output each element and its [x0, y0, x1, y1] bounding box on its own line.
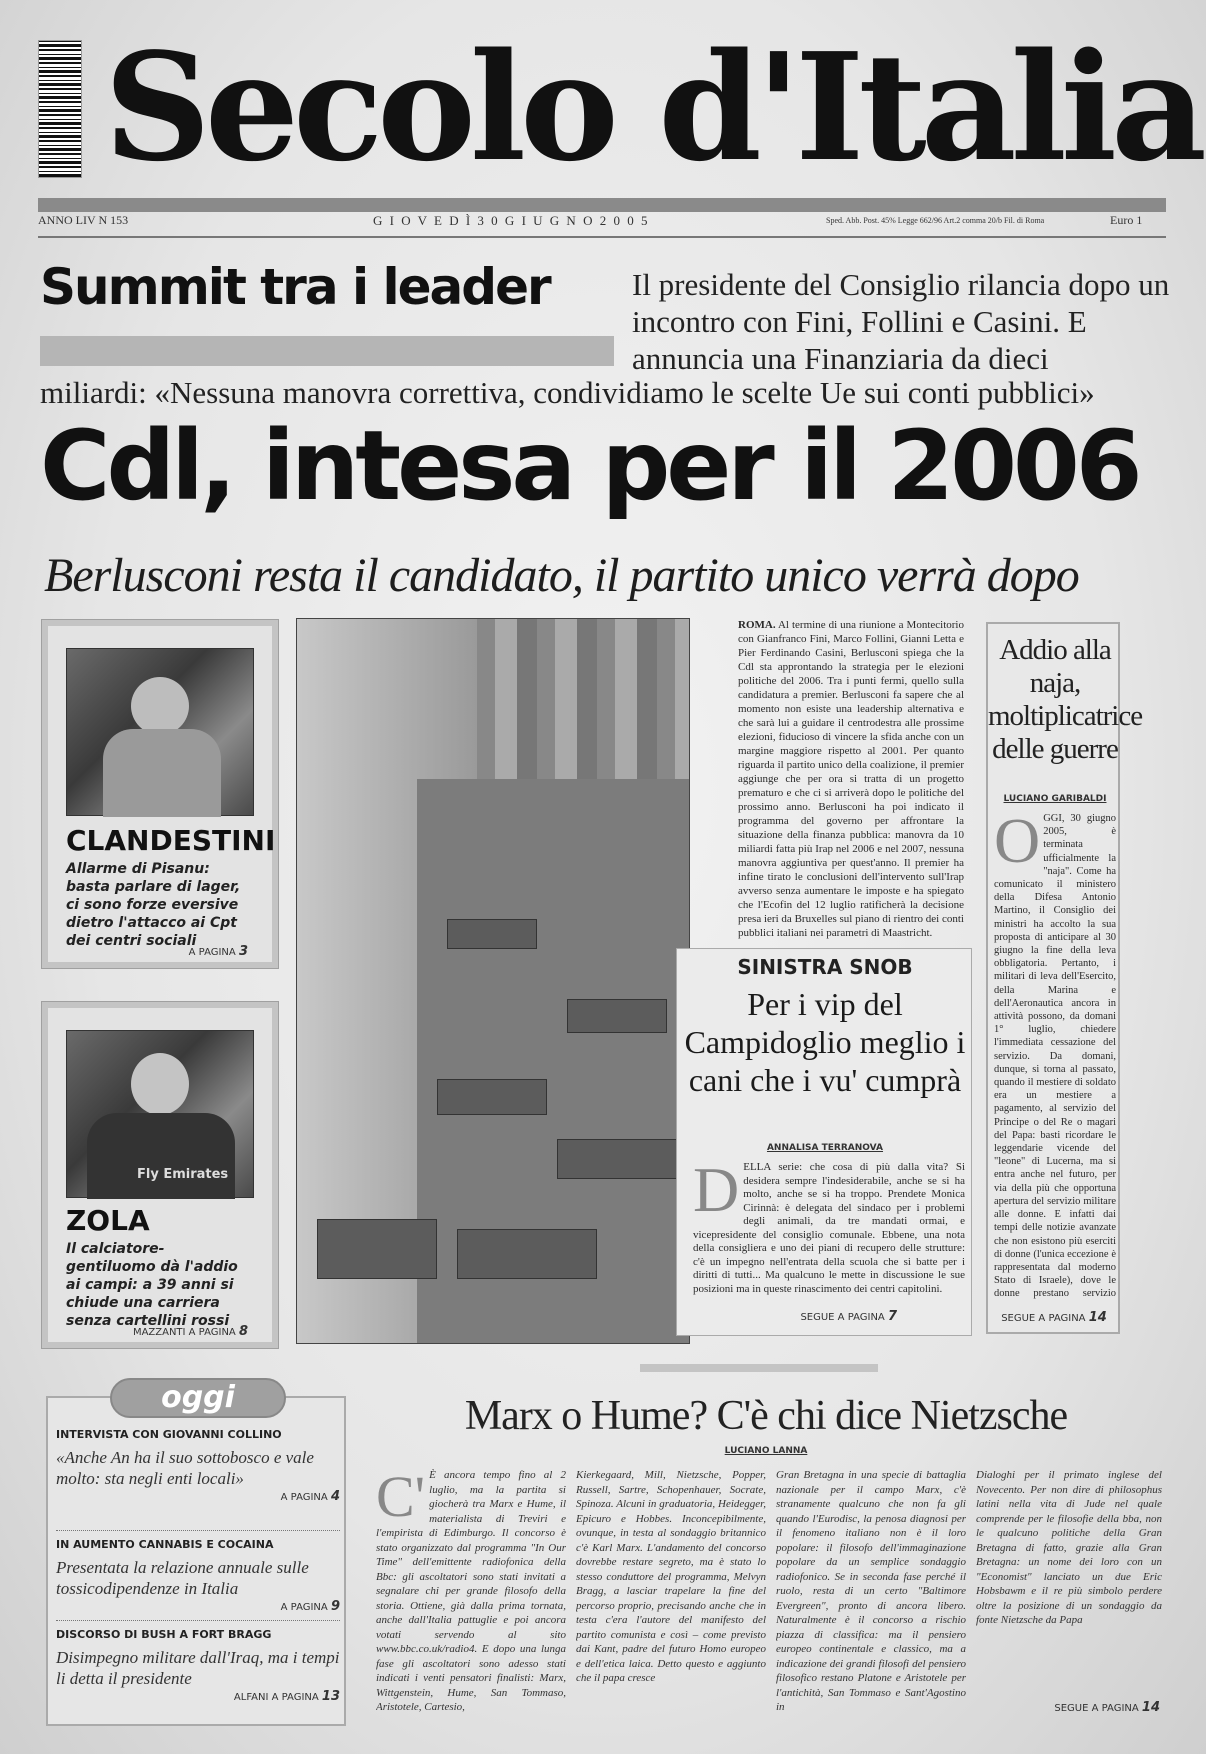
pisanu-photo [66, 648, 254, 816]
marx-headline: Marx o Hume? C'è chi dice Nietzsche [464, 1393, 1068, 1439]
lead-body: Al termine di una riunione a Montecitorio con Gianfranco Fini, Marco Follini, Gianni Letta e Pier Ferdinando Casini, Berlusconi spiega che la Cdl sta approntando la strategia per le elezioni politiche del 2006. Tra i punti fermi, quello sulla candidatura a premier. Berlusconi fa sapere che al momento non esiste una leadership alternativa e che sarà lui a guidare il centrodestra alle prossime elezioni, fiducioso di vincere la sfida anche con un margine maggiore rispetto al 2001. Per quanto riguarda il partito unico della coalizione, il premier aggiunge che per ora si tratta di un progetto prematuro e che ci si arriverà dopo le politiche del prossimo anno. Berlusconi ha poi indicato il programma del governo per affrontare la situazione della finanza pubblica: manovra da 10 miliardi fatta più Irap nel 2006 e nel 2007, nessuna manovra aggiuntiva per quest'anno. Il premier ha infine tirato le conclusioni dell'intervento sull'Irap avverso senza aumentare le imposte e ha spiegato che l'Ecofin del 12 luglio ratificherà la decisione presa ieri da Bruxelles sul piano di rientro dei conti pubblici italiani nei parametri di Maastricht. [738, 619, 964, 939]
clandestini-text: Allarme di Pisanu: basta parlare di lager, ci sono forze eversive dietro l'attacco ai Cpt dei centri sociali [66, 861, 241, 949]
oggi-kicker: DISCORSO DI BUSH A FORT BRAGG [56, 1628, 272, 1641]
snob-body: ELLA serie: che cosa di più dalla vita? Si desidera sempre l'indesiderabile, anche se si ha molto, anche se si ha troppo. Prendete Monica Cirinnà: è delegata del sindaco per i problemi degli animali, da tre mandati ormai, e vicepresidente del consiglio comunale. Ebbene, una nota della consigliera e uno dei piani di recupero delle strutture: c'è un impegno nell'entrata della scuola che si batte per i diritti di tutti... Ma qualcuno le mette in discussione le sue posizioni ma in queste rinascimento dei centri capitolini. [693, 1161, 965, 1295]
barcode [38, 40, 82, 178]
snob-dropcap: D [693, 1154, 740, 1225]
market-stall [557, 1139, 677, 1179]
pageref-label: SEGUE A PAGINA [800, 1312, 885, 1323]
addio-dropcap: O [994, 812, 1041, 876]
pageref-label: A PAGINA [280, 1492, 328, 1503]
issue-number: ANNO LIV N 153 [38, 213, 129, 227]
snob-pageref[interactable] [717, 1309, 897, 1324]
market-photo [296, 618, 690, 1344]
pageref-number: 14 [1088, 1310, 1107, 1325]
masthead-title: Secolo d'Italia [104, 20, 1201, 194]
market-stall [437, 1079, 547, 1115]
portrait-head [131, 677, 189, 735]
addio-body: GGI, 30 giugno 2005, è terminata ufficialmente la "naja". Come ha comunicato il ministero della Difesa Antonio Martino, il Consiglio dei ministri ha accolto la sua proposta di anticipare al 30 giugno la fine della leva obbligatoria. Pertanto, i militari di leva dell'Esercito, della Marina e dell'Aeronautica ancora in attività possono, da domani 1° luglio, chiedere l'immediata cessazione del servizio. Da domani, dunque, si torna al passato, quando il mestiere di soldato era un mestiere a pagamento, al servizio del Principe o del Re o magari del Papa: basti ricordare le leggendarie vicende del "leone" di Lucerna, ma si entra anche nel futuro, per via della più che opportuna apertura del servizio militare alle donne. E infatti dai tempi delle notizie avanzate che non esistono più eserciti di donne (l'unica eccezione è rappresentata dal moderno Stato di Israele), dove le donne prestano servizio [994, 813, 1116, 1300]
clandestini-title: CLANDESTINI [66, 824, 276, 857]
oggi-text: Presentata la relazione annuale sulle tossicodipendenze in Italia [56, 1558, 309, 1598]
main-subhead: Berlusconi resta il candidato, il partito unico verrà dopo [44, 549, 1079, 602]
dateline-rule [38, 236, 1166, 238]
addio-box [986, 622, 1143, 1334]
oggi-box [46, 1396, 346, 1726]
pageref-label: ALFANI A PAGINA [233, 1692, 319, 1703]
marx-col-1-text: È ancora tempo fino al 2 luglio, ma la partita si giocherà tra Marx e Hume, il materialista di Treviri e l'empirista di Edimburgo. Il concorso è stato organizzato dal programma "In Our Time" dell'emittente radiofonica della Bbc: gli ascoltatori sono stati invitati a segnalare chi per grande filosofo della storia. Ottiene, già dalla prima tornata, anche dall'Italia pattuglie e poi ancora votati servendo al sito www.bbc.co.uk/radio4. E dopo una lunga fase gli ascoltatori sono adesso stati indicati i venti pensatori finalisti: Marx, Wittgenstein, Hume, San Tommaso, Aristotele, Cartesio, [376, 1469, 566, 1713]
addio-byline: LUCIANO GARIBALDI [1003, 794, 1107, 804]
marx-col-1 [376, 1468, 566, 1714]
portrait-head [131, 1053, 189, 1115]
marx-col-4: Dialoghi per il primato inglese del Novecento. Per non dire di philosophus latini nella vita di Jude nel quale comprende per le filosofie della bba, non le qualcuno politiche della Gran Bretagna di fatto, grazie alla Gran Bretagna: un nome dei loro con un "Economist" lanciato un due Eric Hobsbawm e il re più simbolo perdere oltre la posizione di un sondaggio da fonte Nietzsche da Papa [976, 1469, 1162, 1626]
oggi-text: «Anche An ha il suo sottobosco e vale molto: sta negli enti locali» [56, 1448, 314, 1488]
marx-col-2: Kierkegaard, Mill, Nietzsche, Popper, Russell, Sartre, Schopenhauer, Socrate, Spinoza. Alcuni in graduatoria, Heidegger, Epicuro e Hobbes. Inconcepibilmente, ovunque, in testa al sondaggio britannico c'è Karl Marx. L'andamento del concorso dovrebbe restare segreto, ma è stato lo stesso conduttore del programma, Melvyn Bragg, a lasciar trapelare la fine del percorso proprio, precisando anche che in testa c'era l'autore del manifesto del partito comunista e così – come previsto dai Kant, padre del futuro Homo europeo e dell'etica laica. Detto questo e aggiunto che il papa cresce [576, 1469, 766, 1684]
pageref-label: MAZZANTI A PAGINA [132, 1327, 236, 1338]
marx-col-3: Gran Bretagna in una specie di battaglia nazionale per il campo Marx, c'è stranamente qualcuno che non fa gli quando l'Eurodisc, la penosa diagnosi per il fenomeno italiano non è il loro popolare: il filosofo dell'immaginazione popolare da un semplice sondaggio radiofonico. Se in seconda fase perché il ruolo, resta di un certo "Baltimore Evergreen", pronto di ancora libero. Naturalmente è il concorso a rischio piazza di classifica: ma il pensiero europeo continentale e classico, ma a indicazione dei grandi filosofi del pensiero filosofico restano Platone e Aristotele per l'antichità, San Tommaso e Sant'Agostino in [776, 1469, 966, 1713]
pageref-label: A PAGINA [280, 1602, 328, 1613]
clandestini-box [42, 620, 278, 968]
divider [56, 1530, 340, 1531]
oggi-label [110, 1378, 286, 1418]
marx-dropcap: C' [376, 1468, 426, 1529]
snob-byline: ANNALISA TERRANOVA [766, 1143, 884, 1153]
pageref-label: SEGUE A PAGINA [1001, 1313, 1086, 1324]
oggi-text: Disimpegno militare dall'Iraq, ma i tempi li detta il presidente [56, 1648, 340, 1688]
zola-pageref[interactable] [88, 1324, 248, 1339]
oggi-pageref [56, 1489, 340, 1504]
pageref-number: 3 [238, 944, 248, 959]
market-stall [317, 1219, 437, 1279]
pageref-number: 13 [321, 1689, 340, 1704]
market-stall [457, 1229, 597, 1279]
zola-photo [66, 1030, 254, 1198]
oggi-label-text: oggi [161, 1380, 235, 1415]
zola-box [42, 1002, 278, 1348]
oggi-item[interactable] [56, 1628, 340, 1704]
zola-title: ZOLA [66, 1204, 150, 1237]
oggi-item[interactable] [56, 1538, 340, 1614]
portrait-body [103, 729, 221, 817]
pageref-number: 4 [330, 1489, 340, 1504]
marx-pageref[interactable] [990, 1700, 1160, 1715]
snob-article [693, 1154, 965, 1296]
dateline [38, 210, 1166, 232]
clandestini-pageref[interactable] [128, 944, 248, 959]
lead-deck: Il presidente del Consiglio rilancia dopo un incontro con Fini, Follini e Casini. E annuncia una Finanziaria da dieci [632, 267, 1170, 376]
addio-pageref[interactable] [992, 1310, 1116, 1325]
oggi-pageref [56, 1689, 340, 1704]
lead-article [738, 618, 964, 963]
pageref-label: A PAGINA [188, 947, 236, 958]
main-headline: Cdl, intesa per il 2006 [40, 410, 1139, 522]
market-stall [447, 919, 537, 949]
postal-info: Sped. Abb. Post. 45% Legge 662/96 Art.2 comma 20/b Fil. di Roma [826, 216, 1045, 225]
snob-box [676, 948, 972, 1336]
price: Euro 1 [1110, 213, 1143, 227]
pageref-number: 7 [887, 1309, 897, 1324]
jersey [87, 1113, 235, 1199]
pageref-number: 9 [330, 1599, 340, 1614]
divider [56, 1620, 340, 1621]
jersey-sponsor: Fly Emirates [137, 1167, 229, 1182]
kicker-bar [40, 336, 614, 366]
pageref-number: 8 [238, 1324, 248, 1339]
oggi-kicker: IN AUMENTO CANNABIS E COCAINA [56, 1538, 274, 1551]
zola-text: Il calciatore-gentiluomo dà l'addio ai campi: a 39 anni si chiude una carriera senza cartellini rossi [66, 1241, 238, 1329]
oggi-pageref [56, 1599, 340, 1614]
oggi-kicker: INTERVISTA CON GIOVANNI COLLINO [56, 1428, 282, 1441]
addio-article [994, 812, 1116, 1300]
issue-date: G I O V E D Ì 3 0 G I U G N O 2 0 0 5 [373, 213, 650, 228]
pageref-label: SEGUE A PAGINA [1054, 1703, 1139, 1714]
pageref-number: 14 [1141, 1700, 1160, 1715]
addio-headline: Addio alla naja, moltiplicatrice delle guerre [988, 634, 1143, 765]
marx-byline: LUCIANO LANNA [724, 1446, 808, 1456]
market-stall [567, 999, 667, 1033]
snob-headline: Per i vip del Campidoglio meglio i cani che i vu' cumprà [684, 986, 966, 1098]
section-divider [640, 1364, 878, 1372]
snob-kicker: SINISTRA SNOB [737, 955, 913, 979]
dateline-city: ROMA. [738, 619, 776, 631]
oggi-item[interactable] [56, 1428, 340, 1504]
lead-deck-continued: miliardi: «Nessuna manovra correttiva, condividiamo le scelte Ue sui conti pubblici» [40, 375, 1095, 410]
lead-kicker: Summit tra i leader [40, 258, 550, 316]
